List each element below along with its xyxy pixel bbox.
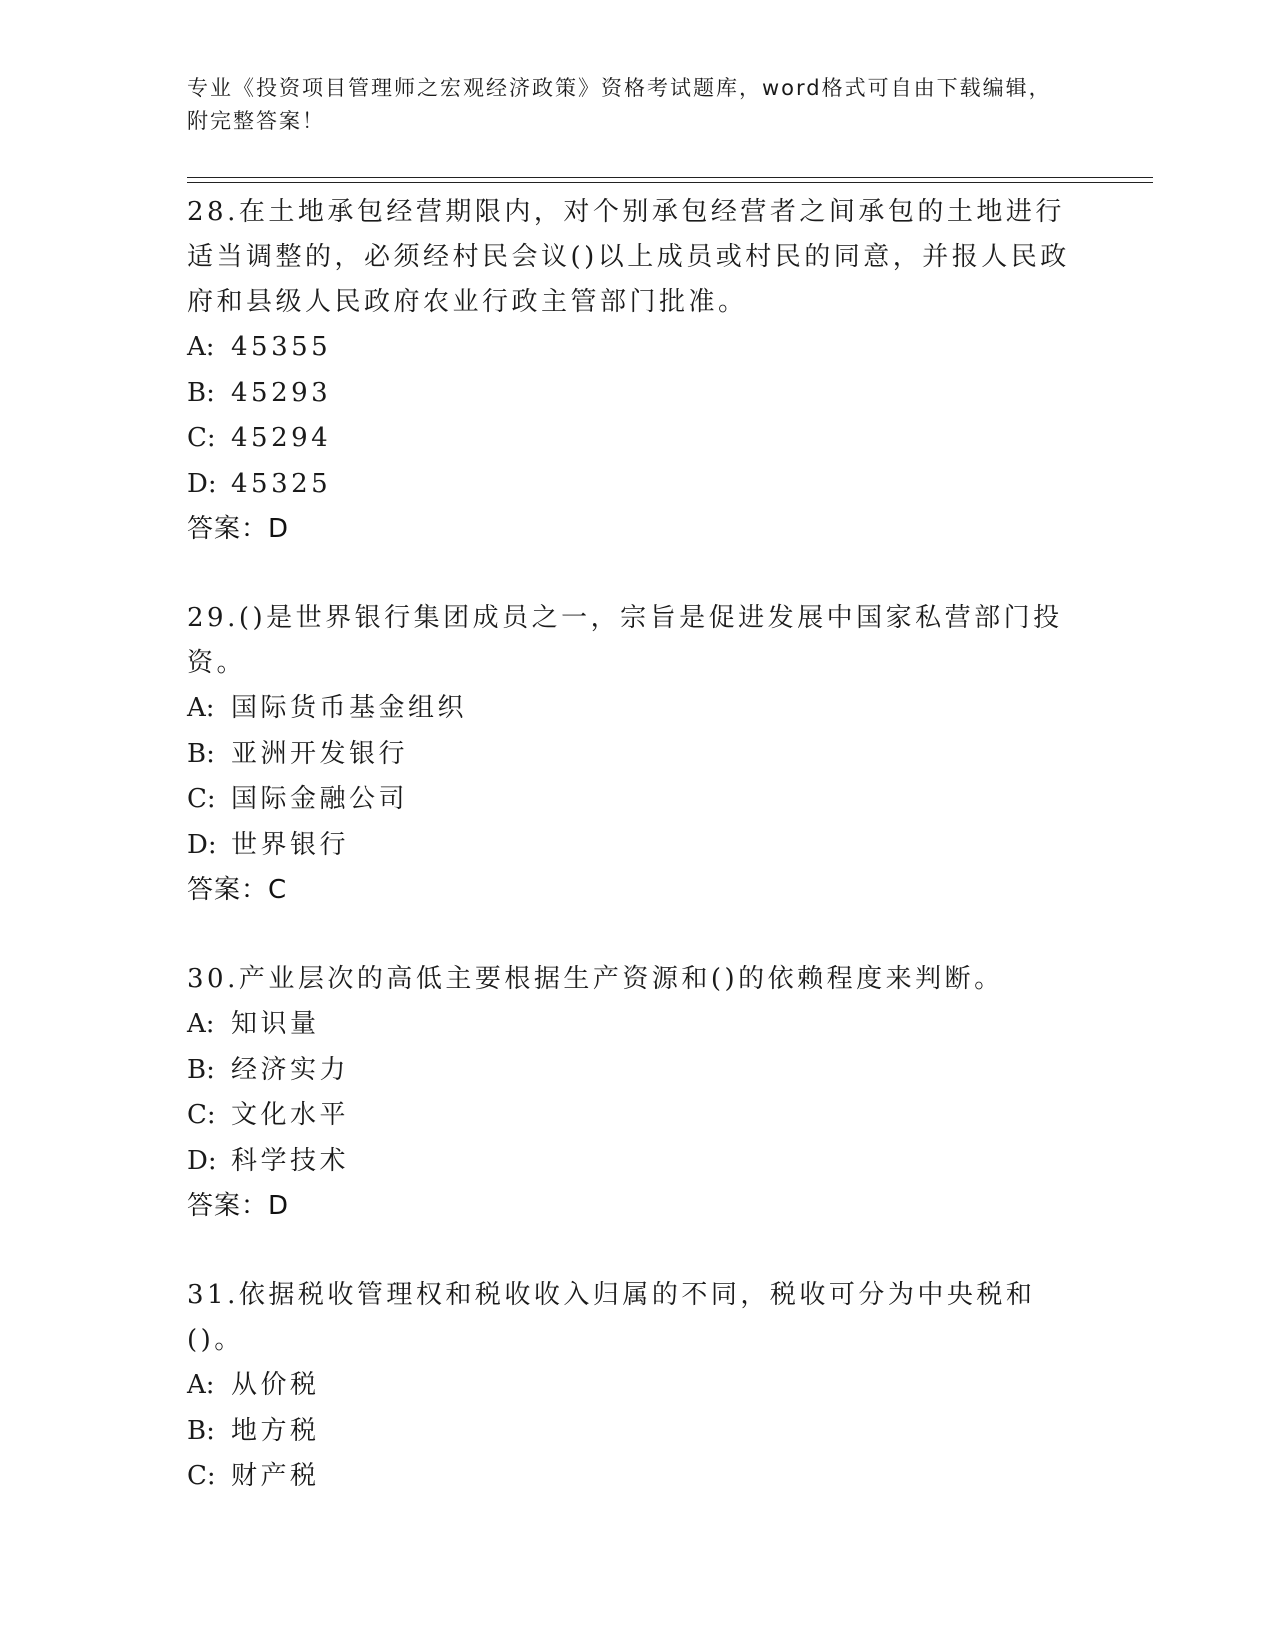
option-a xyxy=(187,1002,1087,1048)
option-text: 知识量 xyxy=(231,1009,320,1039)
option-b xyxy=(187,371,1087,417)
option-letter: C: xyxy=(187,784,216,814)
option-text: 45355 xyxy=(231,332,332,362)
option-c xyxy=(187,416,1087,462)
option-text: 亚洲开发银行 xyxy=(231,738,409,769)
option-c xyxy=(187,1454,1087,1500)
option-b xyxy=(187,1409,1087,1455)
question-spacer xyxy=(187,913,1087,957)
option-c xyxy=(187,777,1087,823)
option-d xyxy=(187,1139,1087,1185)
option-letter: D: xyxy=(187,468,217,499)
option-letter: B: xyxy=(187,1054,215,1085)
option-letter: B: xyxy=(187,738,215,769)
option-d xyxy=(187,823,1087,869)
answer-line: 答案：D xyxy=(187,514,290,544)
option-text: 45293 xyxy=(231,377,332,408)
question-30 xyxy=(187,957,1087,1229)
option-b xyxy=(187,1048,1087,1094)
option-letter: B: xyxy=(187,377,215,408)
option-a xyxy=(187,686,1087,732)
option-letter: C: xyxy=(187,423,216,453)
option-letter: A: xyxy=(187,1009,215,1039)
option-text: 文化水平 xyxy=(231,1100,350,1130)
option-text: 世界银行 xyxy=(231,829,350,860)
header-rule-bottom xyxy=(187,182,1153,183)
option-text: 地方税 xyxy=(231,1415,320,1446)
option-letter: C: xyxy=(187,1100,216,1130)
question-stem: 31.依据税收管理权和税收收入归属的不同，税收可分为中央税和()。 xyxy=(187,1280,1036,1355)
option-letter: D: xyxy=(187,829,217,860)
answer-line: 答案：C xyxy=(187,875,288,905)
option-text: 从价税 xyxy=(231,1370,320,1400)
question-spacer xyxy=(187,1229,1087,1273)
question-31 xyxy=(187,1273,1087,1500)
option-text: 国际货币基金组织 xyxy=(231,693,468,723)
option-text: 财产税 xyxy=(231,1461,320,1491)
question-28 xyxy=(187,190,1087,552)
option-letter: C: xyxy=(187,1461,216,1491)
question-stem: 30.产业层次的高低主要根据生产资源和()的依赖程度来判断。 xyxy=(187,964,1004,994)
option-text: 45325 xyxy=(231,468,332,499)
option-text: 经济实力 xyxy=(231,1054,350,1085)
question-stem: 28.在土地承包经营期限内，对个别承包经营者之间承包的土地进行适当调整的，必须经村民会议()以上成员或村民的同意，并报人民政府和县级人民政府农业行政主管部门批准。 xyxy=(187,197,1070,317)
option-letter: A: xyxy=(187,693,215,723)
option-letter: A: xyxy=(187,1370,215,1400)
option-letter: A: xyxy=(187,332,215,362)
question-spacer xyxy=(187,552,1087,596)
answer-line: 答案：D xyxy=(187,1191,290,1221)
option-d xyxy=(187,462,1087,508)
option-a xyxy=(187,325,1087,371)
option-c xyxy=(187,1093,1087,1139)
document-header: 专业《投资项目管理师之宏观经济政策》资格考试题库，word格式可自由下载编辑，附完整答案！ xyxy=(187,76,1052,133)
question-list xyxy=(187,190,1087,1500)
question-29 xyxy=(187,596,1087,913)
option-letter: B: xyxy=(187,1415,215,1446)
option-text: 45294 xyxy=(231,423,332,453)
question-stem: 29.()是世界银行集团成员之一，宗旨是促进发展中国家私营部门投资。 xyxy=(187,603,1063,678)
option-a xyxy=(187,1363,1087,1409)
header-rule-top xyxy=(187,177,1153,178)
option-letter: D: xyxy=(187,1145,217,1176)
option-text: 科学技术 xyxy=(231,1145,350,1176)
option-b xyxy=(187,732,1087,778)
option-text: 国际金融公司 xyxy=(231,784,409,814)
